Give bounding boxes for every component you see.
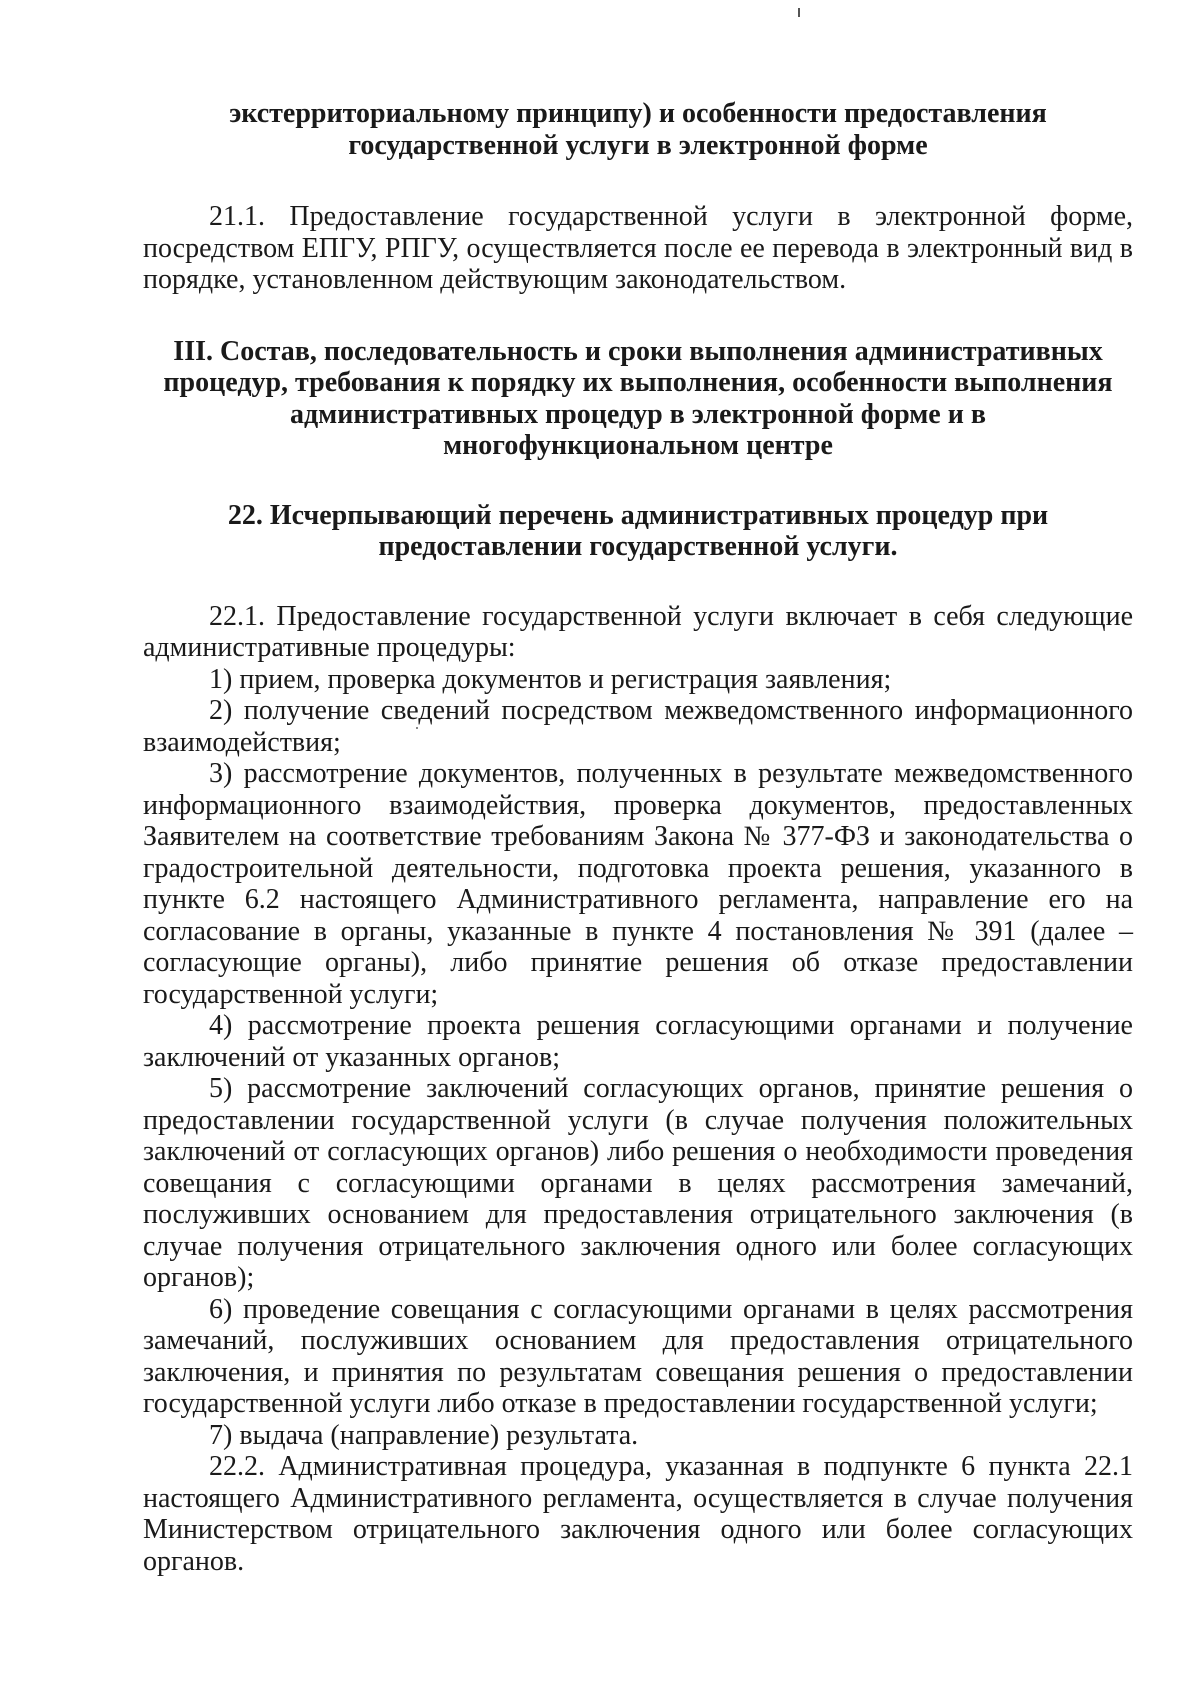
paragraph-21-1: 21.1. Предоставление государственной услуги в электронной форме, посредством ЕПГУ, РПГУ, осуществляется после ее перевода в электронный вид в порядке, установленном действующим законодательством.: [143, 201, 1133, 295]
scan-artifact-mark: [798, 8, 800, 17]
document-page: [143, 98, 1133, 1577]
heading-22: 22. Исчерпывающий перечень административных процедур при предоставлении государственной услуги.: [227, 499, 1049, 562]
list-item-2: 2) получение сведений посредством межведомственного информационного взаимодействия;: [143, 695, 1133, 758]
section-3-heading: III. Состав, последовательность и сроки выполнения административных процедур, требования к порядку их выполнения, особенности выполнения административных процедур в электронной форме и в многофункциональном центре: [163, 335, 1113, 461]
list-item-4: 4) рассмотрение проекта решения согласующими органами и получение заключений от указанных органов;: [143, 1010, 1133, 1073]
paragraph-22-2: 22.2. Административная процедура, указанная в подпункте 6 пункта 22.1 настоящего Административного регламента, осуществляется в случае получения Министерством отрицательного заключения одного или более согласующих органов.: [143, 1451, 1133, 1577]
list-item-1: 1) прием, проверка документов и регистрация заявления;: [209, 663, 892, 695]
list-item-3: 3) рассмотрение документов, полученных в результате межведомственного информационного взаимодействия, проверка документов, предоставленных Заявителем на соответствие требованиям Закона № 377-ФЗ и законодательства о градостроительной деятельности, подготовка проекта решения, указанного в пункте 6.2 настоящего Административного регламента, направление его на согласование в органы, указанные в пункте 4 постановления № 391 (далее – согласующие органы), либо принятие решения об отказе предоставлении государственной услуги;: [143, 758, 1133, 1010]
list-item-7: 7) выдача (направление) результата.: [209, 1419, 639, 1451]
list-item-5: 5) рассмотрение заключений согласующих органов, принятие решения о предоставлении государственной услуги (в случае получения положительных заключений от согласующих органов) либо решения о необходимости проведения совещания с согласующими органами в целях рассмотрения замечаний, послуживших основанием для предоставления отрицательного заключения (в случае получения отрицательного заключения одного или более согласующих органов);: [143, 1073, 1133, 1293]
heading-top: экстерриториальному принципу) и особенности предоставления государственной услуги в электронной форме: [229, 98, 1047, 161]
paragraph-22-1: 22.1. Предоставление государственной услуги включает в себя следующие административные процедуры:: [143, 600, 1133, 663]
list-item-6: 6) проведение совещания с согласующими органами в целях рассмотрения замечаний, послуживших основанием для предоставления отрицательного заключения, и принятия по результатам совещания решения о предоставлении государственной услуги либо отказе в предоставлении государственной услуги;: [143, 1293, 1133, 1419]
